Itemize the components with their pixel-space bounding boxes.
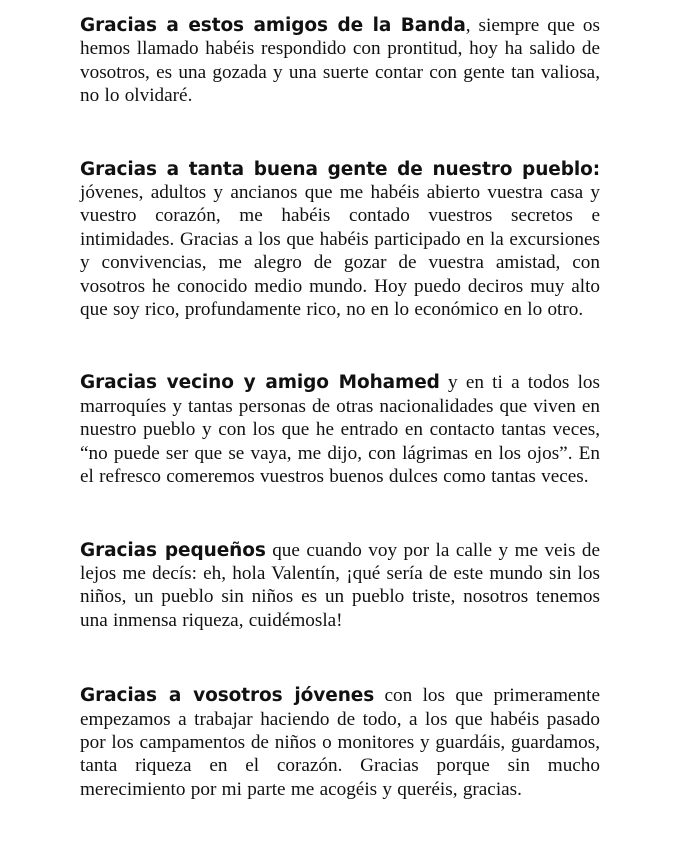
paragraph-lead: Gracias a estos amigos de la Banda	[80, 15, 466, 36]
paragraph-mohamed	[80, 371, 600, 488]
document-page	[80, 14, 600, 851]
paragraph-children	[80, 539, 600, 633]
paragraph-body: que cuando voy por la calle y me veis de lejos me decís: eh, hola Valentín, ¡qué sería de este mundo sin los niños, un pueblo sin niños es un pueblo triste, nosotros tenemos una inmensa riqueza, cuidémosla!	[80, 539, 600, 631]
paragraph-lead: Gracias pequeños	[80, 539, 266, 561]
paragraph-lead: Gracias a vosotros jóvenes	[80, 685, 375, 707]
paragraph-youth	[80, 684, 600, 801]
paragraph-body: y en ti a todos los marroquíes y tantas personas de otras nacionalidades que viven en nuestro pueblo y con los que he entrado en contacto tantas veces, “no puede ser que se vaya, me dijo, con lágrimas en los ojos”. En el refresco comeremos vuestros buenos dulces como tantas veces.	[80, 372, 600, 488]
paragraph-body: , siempre que os hemos llamado habéis respondido con prontitud, hoy ha salido de vosotros, es una gozada y una suerte contar con gente tan valiosa, no lo olvidaré.	[80, 15, 600, 107]
paragraph-town-people	[80, 158, 600, 322]
paragraph-lead: Gracias vecino y amigo Mohamed	[80, 372, 440, 394]
paragraph-body: jóvenes, adultos y ancianos que me habéis abierto vuestra casa y vuestro corazón, me habéis contado vuestros secretos e intimidades. Gracias a los que habéis participado en la excursiones y convivencias, me alegro de gozar de vuestra amistad, con vosotros he conocido medio mundo. Hoy puedo deciros muy alto que soy rico, profundamente rico, no en lo económico en lo otro.	[80, 182, 600, 321]
paragraph-lead: Gracias a tanta buena gente de nuestro pueblo:	[80, 158, 600, 180]
paragraph-body: con los que primeramente empezamos a trabajar haciendo de todo, a los que habéis pasado por los campamentos de niños o monitores y guardáis, guardamos, tanta riqueza en el corazón. Gracias porque sin mucho merecimiento por mi parte me acogéis y queréis, gracias.	[80, 685, 600, 800]
paragraph-band-friends	[80, 14, 600, 108]
